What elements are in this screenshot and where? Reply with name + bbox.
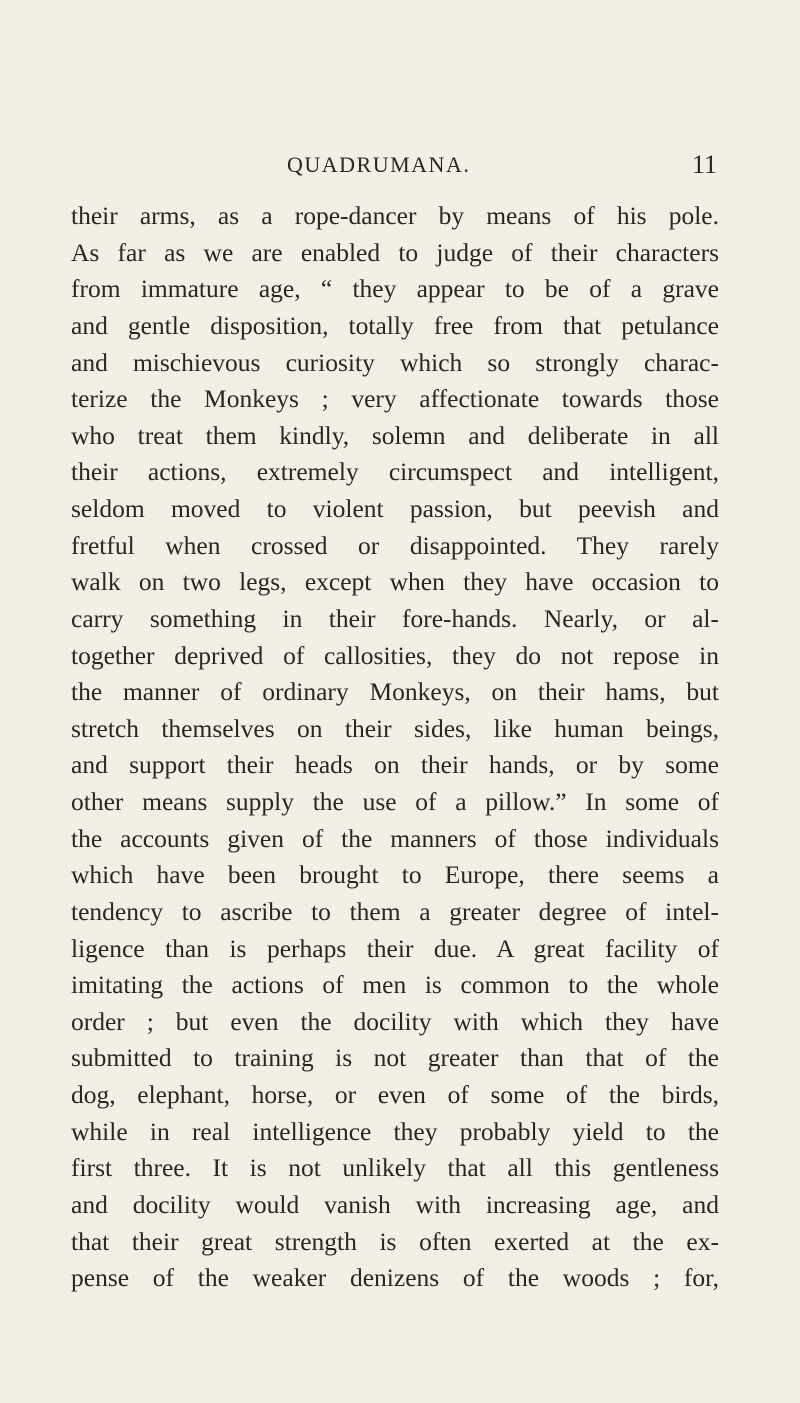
text-line: terize the Monkeys ; very affectionate towards those [71, 384, 719, 414]
text-line: fretful when crossed or disappointed. They rarely [71, 530, 719, 560]
text-line: carry something in their fore-hands. Nearly, or al- [71, 603, 719, 633]
text-line: and gentle disposition, totally free from that petulance [71, 310, 719, 340]
text-line: their actions, extremely circumspect and intelligent, [71, 457, 719, 487]
text-line: tendency to ascribe to them a greater degree of intel- [71, 896, 719, 926]
text-line: the accounts given of the manners of those individuals [71, 823, 719, 853]
text-line: and support their heads on their hands, or by some [71, 750, 719, 780]
text-line: from immature age, “ they appear to be of a grave [71, 274, 719, 304]
text-line: seldom moved to violent passion, but peevish and [71, 494, 719, 523]
text-line: walk on two legs, except when they have occasion to [71, 567, 719, 597]
text-line: As far as we are enabled to judge of their characters [71, 237, 719, 267]
text-line: together deprived of callosities, they do not repose in [71, 640, 719, 670]
text-line: first three. It is not unlikely that all this gentleness [71, 1153, 719, 1183]
text-line: the manner of ordinary Monkeys, on their hams, but [71, 677, 719, 707]
text-line: submitted to training is not greater than that of the [71, 1043, 719, 1073]
running-head [287, 145, 717, 185]
body-text [71, 198, 719, 1297]
text-line: who treat them kindly, solemn and deliberate in all [71, 420, 719, 450]
text-line: and mischievous curiosity which so strongly charac- [71, 347, 719, 377]
text-line: dog, elephant, horse, or even of some of the birds, [71, 1080, 719, 1109]
text-line: other means supply the use of a pillow.” In some of [71, 787, 719, 816]
running-title: QUADRUMANA. [287, 152, 471, 177]
text-line: stretch themselves on their sides, like human beings, [71, 713, 719, 743]
text-line: and docility would vanish with increasing age, and [71, 1189, 719, 1219]
text-line: ligence than is perhaps their due. A great facility of [71, 933, 719, 963]
text-line: while in real intelligence they probably yield to the [71, 1116, 719, 1146]
text-line: their arms, as a rope-dancer by means of his pole. [71, 201, 719, 230]
text-line: which have been brought to Europe, there seems a [71, 860, 719, 890]
text-line: that their great strength is often exerted at the ex- [71, 1226, 719, 1256]
text-line: order ; but even the docility with which they have [71, 1006, 719, 1036]
text-line: imitating the actions of men is common to the whole [71, 970, 719, 1000]
text-line: pense of the weaker denizens of the woods ; for, [71, 1263, 719, 1293]
page-number: 11 [691, 150, 717, 179]
